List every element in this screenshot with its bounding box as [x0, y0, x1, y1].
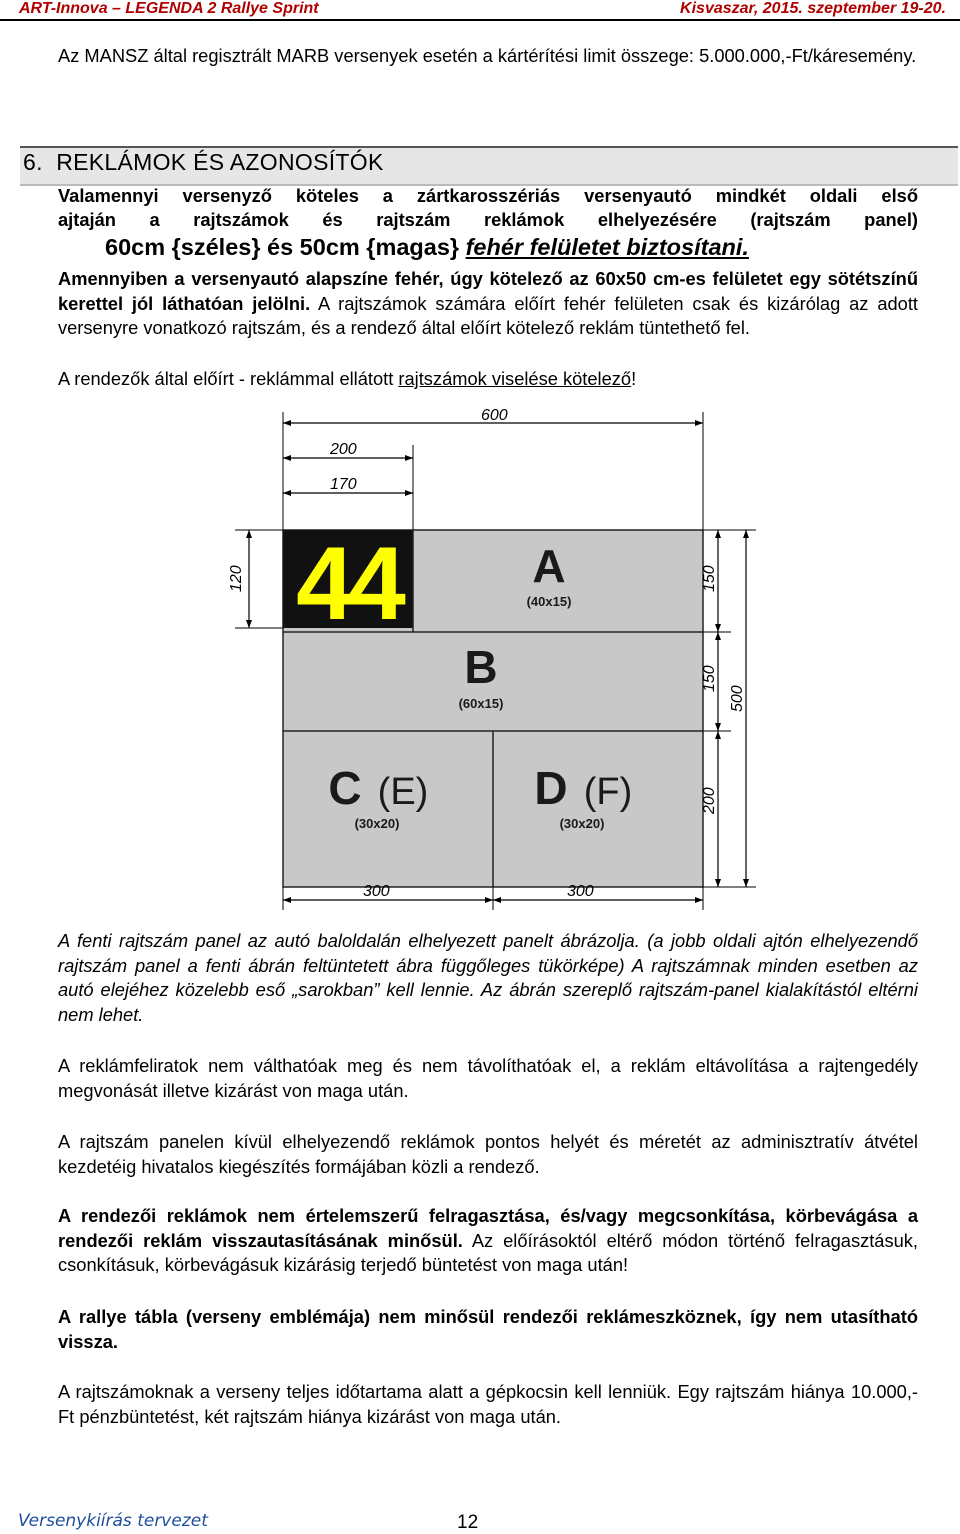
- start-number: 44: [296, 526, 400, 642]
- zone-b-size: (60x15): [458, 696, 504, 711]
- organizer-ads-normal: Az előírásoktól eltérő módon történő felragasztásuk, csonkításuk, körbevágásuk kizárásig terjedő büntetést von maga után!: [58, 1229, 919, 1275]
- bold-paragraph-line1: Valamennyi versenyző köteles a zártkarosszériás versenyautó mindkét oldali első: [58, 185, 918, 206]
- section-title: REKLÁMOK ÉS AZONOSÍTÓK: [56, 149, 384, 175]
- dim-left-120: 120: [228, 565, 245, 592]
- page-number: 12: [457, 1512, 479, 1533]
- zone-c-size: (30x20): [354, 816, 400, 831]
- dim-right-150b: 150: [701, 665, 718, 692]
- organizer-ads-paragraph: [58, 1204, 918, 1278]
- section-heading: [23, 147, 384, 177]
- zone-d-sub: (F): [583, 771, 633, 813]
- required-underlined: rajtszámok viselése kötelező: [398, 368, 632, 389]
- white-car-bold: Amennyiben a versenyautó alapszíne fehér, úgy kötelező az 60x50 cm-es felületet egy sötétszínű kerettel jól láthatóan jelölni.: [58, 268, 918, 314]
- white-car-paragraph: [58, 267, 918, 341]
- section-number: 6.: [23, 149, 43, 175]
- bold-paragraph-line2: ajtaján a rajtszámok és rajtszám reklámok elhelyezésére (rajtszám panel): [58, 209, 918, 230]
- zone-a-size: (40x15): [526, 594, 572, 609]
- panel-size-text: 60cm {széles} és 50cm {magas}: [105, 234, 466, 260]
- remove-paragraph: A reklámfeliratok nem válthatóak meg és nem távolíthatóak el, a reklám eltávolítása a rajtengedély megvonását illetve kizárást von maga után.: [58, 1055, 918, 1101]
- dim-top-200: 200: [330, 441, 357, 458]
- dim-right-500: 500: [729, 685, 746, 712]
- zone-c-sub: (E): [377, 771, 429, 813]
- white-car-normal: A rajtszámok számára előírt fehér felületen csak és kizárólag az adott versenyre vonatkozó rajtszám, és a rendező által előírt kötelező reklám tüntethető fel.: [58, 292, 918, 338]
- dim-top-600: 600: [481, 407, 508, 424]
- zone-a-letter: A: [532, 540, 566, 592]
- header-right: Kisvaszar, 2015. szeptember 19-20.: [680, 0, 946, 17]
- panel-size-italic: fehér felületet biztosítani.: [465, 234, 749, 260]
- wear-numbers-paragraph: A rajtszámoknak a verseny teljes időtartama alatt a gépkocsin kell lenniük. Egy rajtszám hiánya 10.000,- Ft pénzbüntetést, két rajtszám hiánya kizárást von maga után.: [58, 1381, 918, 1427]
- rally-plate-paragraph: A rallye tábla (verseny emblémája) nem minősül rendezői reklámeszköznek, így nem utasítható vissza.: [58, 1306, 918, 1352]
- dim-bottom-300b: 300: [567, 883, 594, 900]
- zone-d-size: (30x20): [559, 816, 605, 831]
- dim-right-150a: 150: [701, 565, 718, 592]
- panel-size-statement: [105, 232, 749, 262]
- zone-b-letter: B: [464, 641, 498, 693]
- required-after: !: [631, 368, 637, 389]
- organizer-ads-bold: A rendezői reklámok nem értelemszerű felragasztása, és/vagy megcsonkítása, körbevágása a rendezői reklám visszautasításának minősül.: [58, 1205, 918, 1251]
- page-header: [0, 0, 960, 21]
- intro-paragraph: Az MANSZ által regisztrált MARB versenyek esetén a kártérítési limit összege: 5.000.000,-Ft/káresemény.: [58, 45, 917, 66]
- dim-top-170: 170: [330, 476, 357, 493]
- required-paragraph: [58, 367, 918, 392]
- zone-d-letter: D: [534, 762, 568, 814]
- rajtszam-panel-diagram: [211, 400, 775, 914]
- footer-title: Versenykiírás tervezet: [18, 1511, 208, 1531]
- dim-bottom-300a: 300: [363, 883, 390, 900]
- zone-c-letter: C: [328, 762, 362, 814]
- required-before: A rendezők által előírt - reklámmal ellátott: [58, 368, 399, 389]
- dim-right-200: 200: [701, 787, 718, 814]
- header-left: ART-Innova – LEGENDA 2 Rallye Sprint: [19, 0, 319, 17]
- figure-caption: A fenti rajtszám panel az autó baloldalán elhelyezett panelt ábrázolja. (a jobb oldali ajtón elhelyezendő rajtszám panel a fenti ábrán feltüntetett ábra függőleges tükörképe) A rajtszámnak minden esetben az autó elejéhez közelebb eső „sarokban” kell lennie. Az ábrán szereplő rajtszám-panel kialakítástól eltérni nem lehet.: [58, 930, 918, 1025]
- outside-ads-paragraph: A rajtszám panelen kívül elhelyezendő reklámok pontos helyét és méretét az adminisztratív átvétel kezdetéig hivatalos kiegészítés formájában közli a rendező.: [58, 1131, 918, 1177]
